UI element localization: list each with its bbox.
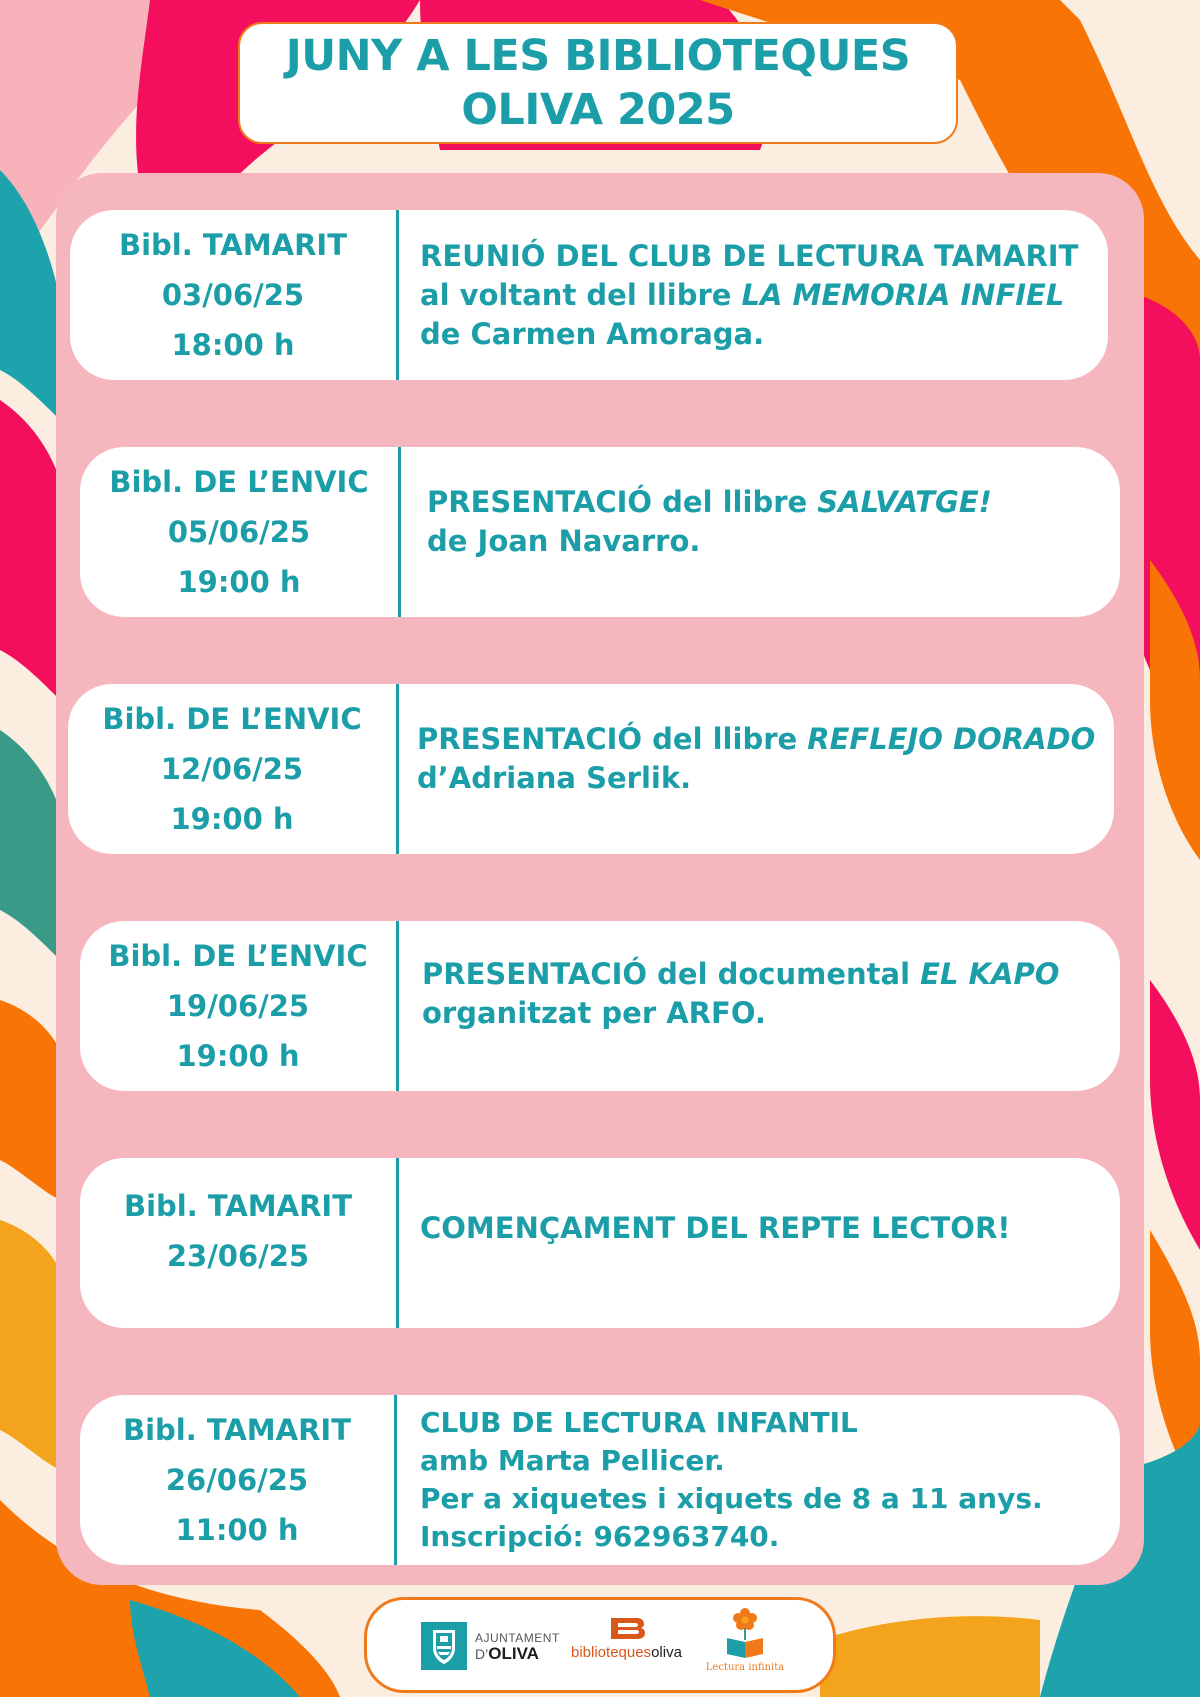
description-line: d’Adriana Serlik. (417, 761, 692, 795)
title-box (238, 22, 958, 144)
event-details (68, 684, 396, 854)
events-panel (56, 173, 1144, 1585)
event-card (80, 921, 1120, 1091)
event-card (70, 210, 1108, 380)
oliva-label: D’OLIVA (475, 1644, 539, 1663)
divider (396, 1158, 399, 1328)
event-time: 19:00 h (176, 1039, 300, 1073)
lectura-infinita-label: Lectura infinita (705, 1662, 785, 1673)
event-description (427, 447, 1110, 617)
description-line: CLUB DE LECTURA INFANTIL (420, 1406, 858, 1439)
divider (396, 921, 399, 1091)
event-card (68, 684, 1114, 854)
event-library: Bibl. DE L’ENVIC (109, 465, 369, 499)
event-time: 11:00 h (175, 1513, 299, 1547)
page-title-line-2: OLIVA 2025 (461, 85, 735, 135)
divider (396, 210, 399, 380)
event-description (420, 210, 1098, 380)
event-date: 05/06/25 (167, 515, 311, 549)
event-library: Bibl. DE L’ENVIC (102, 702, 362, 736)
description-line: Inscripció: 962963740. (420, 1520, 780, 1553)
description-line: REUNIÓ DEL CLUB DE LECTURA TAMARIT (420, 238, 1079, 273)
divider (398, 447, 401, 617)
divider (394, 1395, 397, 1565)
lectura-infinita-logo (705, 1604, 785, 1684)
description-line: PRESENTACIÓ del llibre REFLEJO DORADO (417, 722, 1096, 756)
event-time: 18:00 h (171, 328, 295, 362)
flower-book-icon (723, 1604, 767, 1660)
description-line: amb Marta Pellicer. (420, 1444, 725, 1477)
description-line: al voltant del llibre LA MEMORIA INFIEL (420, 277, 1065, 312)
event-details (80, 1395, 394, 1565)
event-details (80, 447, 398, 617)
event-description (417, 684, 1104, 854)
ajuntament-label: AJUNTAMENT (475, 1631, 560, 1645)
event-time: 19:00 h (170, 802, 294, 836)
event-details (80, 921, 396, 1091)
book-b-icon (607, 1614, 647, 1640)
event-date: 26/06/25 (165, 1463, 309, 1497)
biblioteques-oliva-label: bibliotequesoliva (571, 1644, 682, 1661)
description-line: organitzat per ARFO. (422, 996, 766, 1030)
description-line: de Joan Navarro. (427, 524, 701, 558)
event-time: 19:00 h (177, 565, 301, 599)
event-details (70, 210, 396, 380)
event-library: Bibl. TAMARIT (123, 1189, 353, 1223)
description-line: Per a xiquetes i xiquets de 8 a 11 anys. (420, 1482, 1043, 1515)
event-date: 23/06/25 (166, 1239, 310, 1273)
description-line: de Carmen Amoraga. (420, 316, 765, 351)
event-card (80, 1395, 1120, 1565)
event-date: 19/06/25 (166, 989, 310, 1023)
event-description (422, 921, 1110, 1091)
event-description (420, 1395, 1110, 1565)
description-line: PRESENTACIÓ del llibre SALVATGE! (427, 485, 992, 519)
event-date: 03/06/25 (161, 278, 305, 312)
event-description (420, 1158, 1110, 1328)
description-line: COMENÇAMENT DEL REPTE LECTOR! (420, 1210, 1011, 1245)
divider (396, 684, 399, 854)
page-title-line-1: JUNY A LES BIBLIOTEQUES (285, 31, 911, 81)
ajuntament-oliva-logo (421, 1622, 571, 1672)
biblioteques-oliva-logo (571, 1614, 681, 1674)
event-library: Bibl. TAMARIT (118, 228, 348, 262)
event-library: Bibl. TAMARIT (122, 1413, 352, 1447)
description-line: PRESENTACIÓ del documental EL KAPO (422, 957, 1060, 991)
event-details (80, 1158, 396, 1328)
footer-logos (364, 1597, 836, 1693)
coat-of-arms-icon (421, 1622, 467, 1670)
event-card (80, 447, 1120, 617)
event-library: Bibl. DE L’ENVIC (108, 939, 368, 973)
event-date: 12/06/25 (160, 752, 304, 786)
event-card (80, 1158, 1120, 1328)
